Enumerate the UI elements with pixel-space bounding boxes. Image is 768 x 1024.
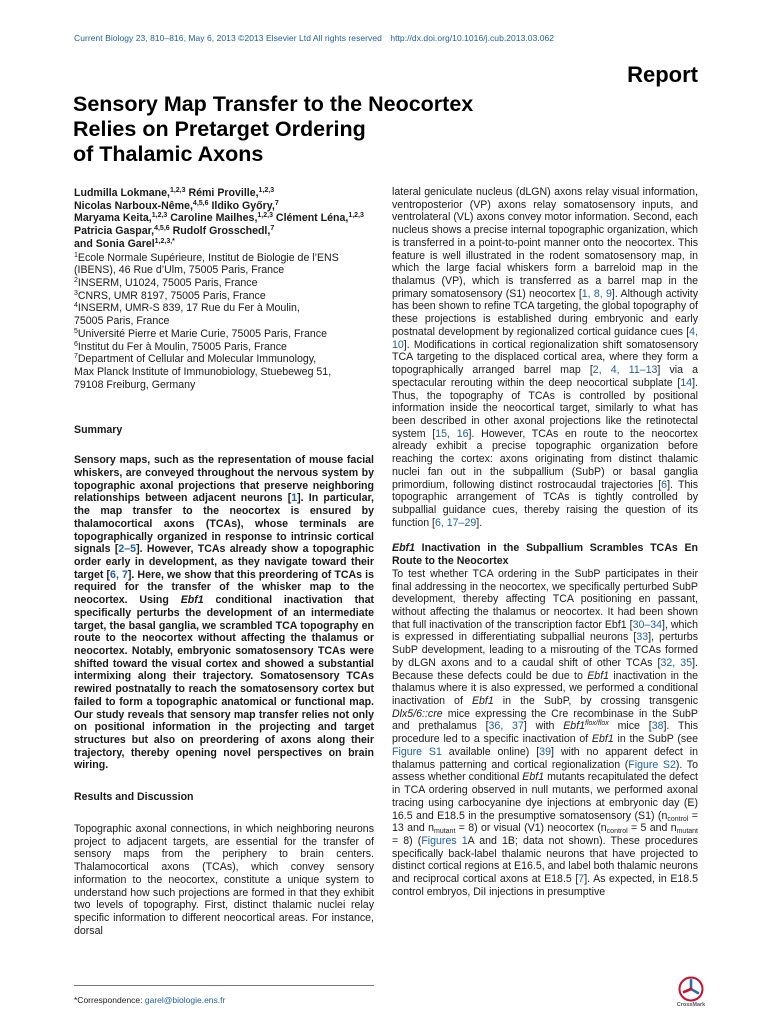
body-paragraph-1: lateral geniculate nucleus (dLGN) axons relay visual information, ventroposterior (VP) axons relay somatosensory inputs, and ventrolateral (VL) axons convey motor information. Second, each nucleus shows a precise internal topographic organization, which is transferred in a point-to-point manner onto the neocortex. This feature is well illustrated in the rodent somatosensory map, in which the large facial whiskers form a barreloid map in the thalamus (VP), which is transferred as a barrel map in the primary somatosensory (S1) neocortex [1, 8, 9]. Although activity has been shown to refine TCA targeting, the global topography of these projections is established during embryonic and early postnatal development by regionalized cortical guidance cues [4, 10]. Modifications in cortical regionalization shift somatosensory TCA targeting to the displaced cortical area, where they form a topographically arranged barrel map [2, 4, 11–13] via a spectacular rerouting within the deep neocortical subplate [14]. Thus, the topography of TCAs is controlled by positional information inside the neocortical target, similarly to what has been described in other axonal projections like the retinotectal system [15, 16]. However, TCAs en route to the neocortex already exhibit a precise topographic organization before reaching the cortex: axons originating from distinct thalamic nuclei fan out in the subpallium (SubP) or basal ganglia primordium, following distinct rostrocaudal trajectories [6]. This topographic arrangement of TCAs is tightly controlled by subpallial guidance cues, thereby raising the question of its function [6, 17–29].	[392, 186, 699, 529]
author-list	[74, 187, 374, 251]
affiliation-line: $^5$Université Pierre et Marie Curie, 75005 Paris, France	[74, 327, 327, 340]
correspondence-footnote	[74, 995, 225, 1005]
citation-link[interactable]: 6, 7	[110, 568, 128, 581]
affiliation-line: $^2$INSERM, U1024, 75005 Paris, France	[74, 277, 258, 290]
citation-link[interactable]: 1, 8, 9	[581, 287, 612, 300]
affiliation-line: $^3$CNRS, UMR 8197, 75005 Paris, France	[74, 289, 266, 302]
title-line-1: Sensory Map Transfer to the Neocortex	[73, 92, 474, 116]
affiliation-line: $^6$Institut du Fer à Moulin, 75005 Paris, France	[74, 340, 287, 353]
correspondence-label: *Correspondence:	[74, 995, 145, 1005]
citation-link[interactable]: 15, 16	[435, 427, 469, 440]
citation-link[interactable]: 7	[578, 873, 585, 886]
citation-link[interactable]: 36, 37	[488, 720, 524, 733]
article-type: Report	[627, 62, 698, 87]
crossmark-badge[interactable]	[670, 976, 712, 1012]
crossmark-icon	[678, 976, 704, 1002]
author-line: Maryama Keita,$^{1,2,3}$ Caroline Mailhes,$^{1,2,3}$ Clément Léna,$^{1,2,3}$	[74, 212, 364, 225]
right-column	[392, 186, 698, 899]
citation-link[interactable]: 14	[680, 376, 693, 389]
affiliation-list	[74, 252, 374, 392]
correspondence-email[interactable]: garel@biologie.ens.fr	[144, 995, 226, 1005]
affiliation-line: $^4$INSERM, UMR-S 839, 17 Rue du Fer à Moulin,	[74, 302, 300, 315]
affiliation-line: (IBENS), 46 Rue d’Ulm, 75005 Paris, France	[74, 264, 285, 277]
citation-link[interactable]: Figure S1	[392, 745, 442, 758]
title-line-2: Relies on Pretarget Ordering	[73, 117, 366, 141]
summary-heading: Summary	[74, 423, 123, 436]
doi-link[interactable]: http://dx.doi.org/10.1016/j.cub.2013.03.062	[390, 33, 555, 43]
citation-link[interactable]: 2–5	[118, 543, 137, 556]
author-line: Nicolas Narboux-Nême,$^{4,5,6}$ Ildiko Győry,$^7$	[74, 199, 279, 212]
journal-citation: Current Biology 23, 810–816, May 6, 2013 ©2013 Elsevier Ltd All rights reserved	[74, 33, 382, 43]
affiliation-line: Max Planck Institute of Immunobiology, Stuebeweg 51,	[74, 366, 332, 379]
crossmark-label: CrossMark	[676, 1002, 706, 1008]
body-paragraph-2: To test whether TCA ordering in the SubP participates in their final addressing in the neocortex, we specifically perturbed SubP development, thereby affecting TCA positioning en passant, without affecting the thalamus or neocortex. It had been shown that full inactivation of the transcription factor Ebf1 [30–34], which is expressed in differentiating subpallial neurons [33], perturbs SubP development, leading to a misrouting of the TCAs formed by dLGN axons and to a caudal shift of other TCAs [32, 35]. Because these defects could be due to Ebf1 inactivation in the thalamus where it is also expressed, we performed a conditional inactivation of Ebf1 in the SubP, by crossing transgenic Dlx5/6::cre mice expressing the Cre recombinase in the SubP and prethalamus [36, 37] with $Ebf1^{flox/flox}$ mice [38]. This procedure led to a specific inactivation of Ebf1 in the SubP (see Figure S1 available online) [39] with no apparent defect in thalamus patterning and cortical regionalization (Figure S2). To assess whether conditional Ebf1 mutants recapitulated the defect in TCA ordering observed in null mutants, we performed axonal tracing using carbocyanine dye injections at embryonic day (E) 16.5 and E18.5 in the presumptive somatosensory (S1) ($n_{control} = 13$ and $n_{mutant} = 8$) or visual (V1) neocortex ($n_{control} = 5$ and $n_{mutant} = 8$) (Figures 1A and 1B; data not shown). These procedures specifically back-label thalamic neurons that have projected to distinct cortical regions at E16.5, and label both thalamic neurons and reciprocal cortical axons at E18.5 [7]. As expected, in E18.5 control embryos, DiI injections in presumptive	[392, 567, 699, 898]
left-column	[74, 187, 374, 937]
affiliation-line: 79108 Freiburg, Germany	[74, 378, 196, 391]
affiliation-line: $^7$Department of Cellular and Molecular Immunology,	[74, 353, 317, 366]
journal-header	[74, 33, 554, 43]
author-line: Patricia Gaspar,$^{4,5,6}$ Rudolf Grosschedl,$^7$	[74, 225, 275, 238]
citation-link[interactable]: 32, 35	[660, 656, 693, 669]
affiliation-line: $^1$Ecole Normale Supérieure, Institut de Biologie de l’ENS	[74, 251, 339, 264]
citation-link[interactable]: Figures 1	[421, 834, 468, 847]
citation-link[interactable]: 33	[636, 631, 649, 644]
citation-link[interactable]: 6	[661, 478, 668, 491]
citation-link[interactable]: 2, 4, 11–13	[592, 364, 658, 377]
results-heading: Results and Discussion	[74, 791, 194, 804]
article-title	[73, 92, 543, 167]
citation-link[interactable]: 39	[539, 745, 551, 758]
citation-link[interactable]: 6, 17–29	[435, 516, 477, 529]
citation-link[interactable]: 38	[651, 720, 664, 733]
citation-link[interactable]: 30–34	[632, 618, 663, 631]
author-line: and Sonia Garel$^{1,2,3,*}$	[74, 237, 175, 250]
footnote-rule	[74, 985, 374, 986]
section-heading: Ebf1 Inactivation in the Subpallium Scrambles TCAs En Route to the Neocortex	[392, 542, 698, 568]
citation-link[interactable]: 1	[291, 492, 298, 505]
summary-text: Sensory maps, such as the representation of mouse facial whiskers, are conveyed throughout the nervous system by topographic axonal projections that preserve neighboring relationships between adjacent neurons [1]. In particular, the map transfer to the neocortex is ensured by thalamocortical axons (TCAs), whose terminals are topographically organized in response to intrinsic cortical signals [2–5]. However, TCAs already show a topographic order early in development, as they navigate toward their target [6, 7]. Here, we show that this preordering of TCAs is required for the transfer of the whisker map to the neocortex. Using Ebf1 conditional inactivation that specifically perturbs the development of an intermediate target, the basal ganglia, we scrambled TCA topography en route to the neocortex without affecting the thalamus or neocortex. Notably, embryonic somatosensory TCAs were shifted toward the visual cortex and showed a substantial intermixing along their trajectory. Somatosensory TCAs rewired postnatally to reach the somatosensory cortex but failed to form a topographic anatomical or functional map. Our study reveals that sensory map transfer relies not only on positional information in the projecting and target structures but also on preordering of axons along their trajectory, thereby opening novel perspectives on brain wiring.	[74, 454, 374, 772]
citation-link[interactable]: 4, 10	[392, 325, 698, 351]
results-paragraph: Topographic axonal connections, in which neighboring neurons project to adjacent targets, are essential for the transfer of sensory maps from the periphery to brain centers. Thalamocortical axons (TCAs), which convey sensory information to the neocortex, constitute a unique system to understand how such projections are formed in that they exhibit two levels of topography. First, distinct thalamic nuclei relay specific information to different neocortical areas. For instance, dorsal	[74, 822, 374, 937]
author-line: Ludmilla Lokmane,$^{1,2,3}$ Rémi Proville,$^{1,2,3}$	[74, 187, 275, 199]
title-line-3: of Thalamic Axons	[73, 142, 264, 166]
affiliation-line: 75005 Paris, France	[74, 315, 170, 328]
citation-link[interactable]: Figure S2	[628, 758, 676, 771]
